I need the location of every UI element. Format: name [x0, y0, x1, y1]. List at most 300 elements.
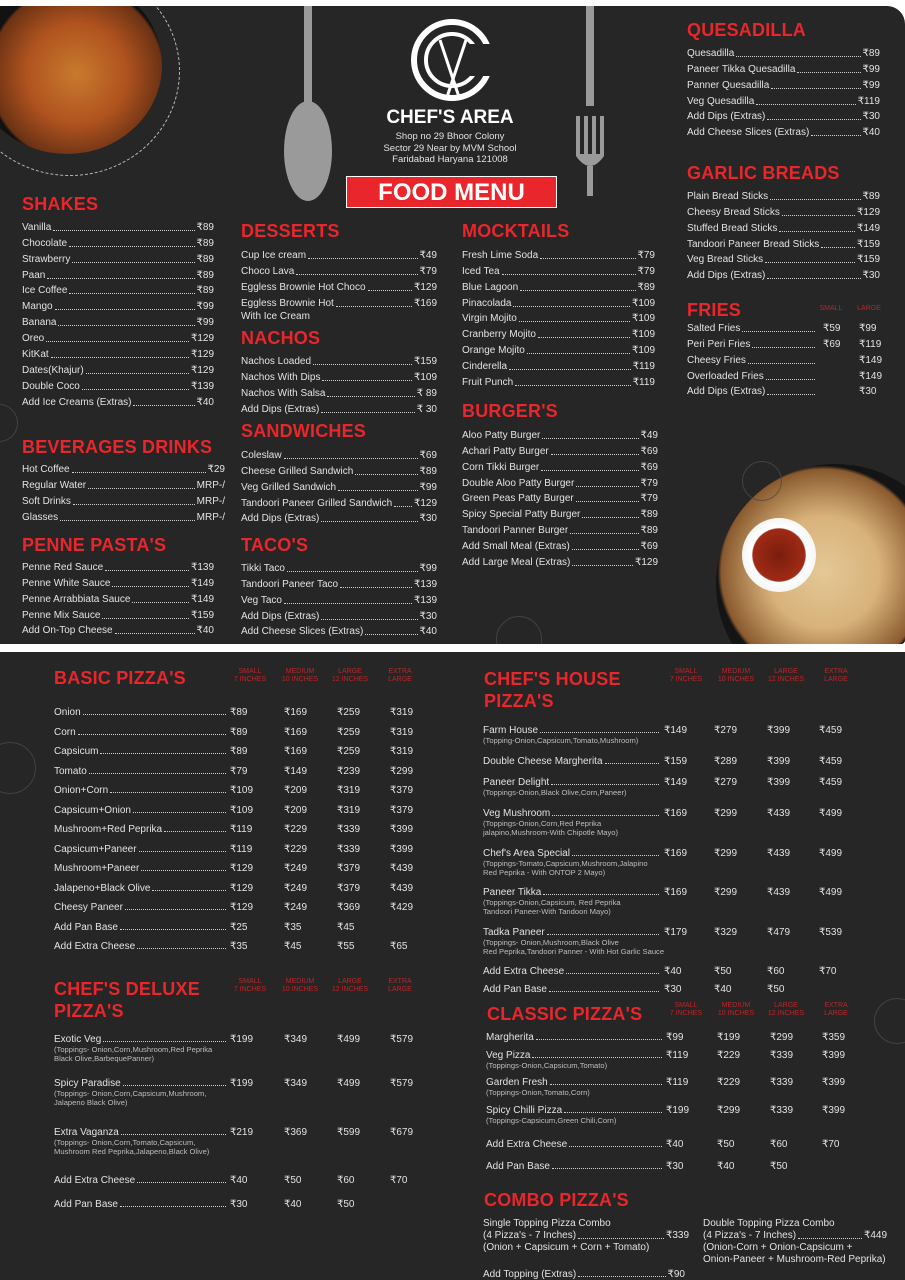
- pizza-price: ₹399: [390, 843, 414, 855]
- menu-item: [687, 266, 880, 282]
- pizza-price: ₹229: [284, 843, 308, 855]
- pizza-name: Onion: [54, 707, 81, 718]
- size-label: SMALL: [238, 668, 262, 675]
- pizza-name: Margherita: [486, 1032, 534, 1043]
- pizza-price: ₹339: [337, 824, 361, 835]
- leader-dots: [513, 306, 629, 307]
- size-label: EXTRA: [388, 978, 412, 985]
- pizza-price: ₹439: [767, 848, 791, 859]
- item-price: ₹149: [190, 593, 214, 605]
- item-price: ₹40: [196, 396, 214, 408]
- leader-dots: [576, 486, 638, 487]
- menu-item: [22, 266, 214, 282]
- menu-item: [241, 384, 437, 400]
- pizza-price: ₹30: [230, 1199, 248, 1210]
- menu-item: [22, 460, 225, 476]
- pizza-row: [54, 727, 424, 738]
- item-price: ₹30: [862, 270, 880, 282]
- item-price: ₹109: [631, 329, 655, 341]
- item-price: ₹89: [196, 237, 214, 249]
- leader-dots: [296, 274, 417, 275]
- menu-item: [22, 297, 214, 313]
- pizza-row: [54, 707, 424, 718]
- leader-dots: [58, 325, 194, 326]
- fries-list: [687, 319, 883, 398]
- pizza-row: [483, 725, 863, 745]
- leader-dots: [771, 88, 860, 89]
- menu-item: [241, 462, 437, 478]
- size-inches: 12 INCHES: [767, 676, 805, 683]
- menu-item: [462, 341, 655, 357]
- item-price: ₹139: [413, 578, 437, 590]
- leader-dots: [572, 855, 659, 856]
- pizza-row: [483, 777, 863, 797]
- item-price: ₹129: [190, 364, 214, 376]
- pizza-price: ₹459: [819, 777, 843, 788]
- size-header: [278, 668, 322, 684]
- menu-item: [241, 262, 437, 278]
- leader-dots: [139, 851, 226, 852]
- toppings-note: jalapino,Mushroom-With Chipotle Mayo): [483, 828, 619, 837]
- pizza-price: ₹60: [770, 1139, 788, 1150]
- leader-dots: [88, 488, 195, 489]
- size-inches: 12 INCHES: [331, 676, 369, 683]
- pizza-name: Veg Mushroom: [483, 808, 551, 819]
- deluxe-pizza-title: CHEF'S DELUXE PIZZA'S: [54, 979, 200, 1021]
- leader-dots: [770, 199, 860, 200]
- leader-dots: [72, 472, 206, 473]
- pizza-price: ₹399: [390, 824, 414, 835]
- pizza-row: [54, 941, 424, 952]
- pizza-name: Capsicum+Onion: [54, 804, 131, 816]
- toppings-note: (Toppings- Onion,Corn,Tomato,Capsicum,: [54, 1138, 196, 1147]
- size-header: [714, 1002, 758, 1018]
- size-inches: 12 INCHES: [331, 986, 369, 993]
- leader-dots: [752, 347, 815, 348]
- size-header: [664, 1002, 708, 1018]
- item-price: ₹ 30: [416, 403, 437, 415]
- menu-item: [22, 234, 214, 250]
- menu-item: [462, 246, 655, 262]
- menu-item: [22, 558, 214, 574]
- price-large: ₹99: [859, 322, 877, 334]
- leader-dots: [572, 549, 639, 550]
- item-name: Veg Quesadilla: [687, 95, 755, 107]
- menu-item: [22, 313, 214, 329]
- item-price: ₹119: [632, 377, 655, 389]
- leader-dots: [821, 247, 855, 248]
- leader-dots: [321, 619, 417, 620]
- item-name: Eggless Brownie Hot Choco: [241, 281, 366, 293]
- pizza-price: ₹339: [337, 843, 361, 855]
- pizza-price: ₹89: [230, 726, 248, 738]
- pizza-price: ₹299: [714, 848, 738, 859]
- pizza-price: ₹35: [284, 921, 302, 933]
- leader-dots: [520, 290, 635, 291]
- item-name: Double Coco: [22, 380, 80, 392]
- size-header: [278, 978, 322, 994]
- size-header: [378, 668, 422, 684]
- size-inches: 10 INCHES: [281, 986, 319, 993]
- menu-item: [241, 446, 437, 462]
- item-name: Choco Lava: [241, 265, 295, 277]
- leader-dots: [123, 1085, 226, 1086]
- item-price: ₹159: [413, 355, 437, 367]
- item-price: MRP-/: [196, 495, 225, 507]
- leader-dots: [540, 258, 635, 259]
- leader-dots: [566, 973, 659, 974]
- size-inches: 7 INCHES: [233, 986, 267, 993]
- pizza-row: [483, 966, 863, 977]
- leader-dots: [69, 293, 194, 294]
- lime-doodle: [496, 616, 542, 644]
- pizza-row: [486, 1050, 866, 1070]
- menu-item: [687, 76, 880, 92]
- pizza-price: ₹79: [230, 765, 248, 777]
- item-price: ₹40: [419, 626, 437, 638]
- pizza-name: Exotic Veg: [54, 1034, 102, 1045]
- pizza-price: ₹30: [664, 984, 682, 995]
- leader-dots: [141, 870, 226, 871]
- item-name: Achari Patty Burger: [462, 445, 549, 457]
- leader-dots: [564, 1112, 662, 1113]
- item-price: ₹169: [413, 297, 437, 309]
- size-label: EXTRA: [388, 668, 412, 675]
- leader-dots: [765, 262, 855, 263]
- menu-item: [462, 426, 658, 442]
- pizza-price: ₹229: [717, 1050, 741, 1061]
- size-inches: 10 INCHES: [281, 676, 319, 683]
- toppings-note: (Toppings-Onion,Capsicum,Tomato): [486, 1061, 608, 1070]
- burgers-list: [462, 426, 658, 569]
- pizza-price: ₹199: [666, 1105, 690, 1116]
- pizza-name: Capsicum+Paneer: [54, 843, 137, 855]
- pizza-name: Add Pan Base: [483, 984, 547, 995]
- pizza-price: ₹329: [714, 927, 738, 938]
- size-inches: LARGE: [824, 676, 848, 683]
- pizza-name: Veg Pizza: [486, 1050, 531, 1061]
- item-name: Cup Ice cream: [241, 249, 307, 261]
- item-name: Strawberry: [22, 253, 71, 265]
- item-name: Virgin Mojito: [462, 313, 517, 325]
- leader-dots: [125, 909, 226, 910]
- toppings-note: (Toppings-Capsicum,Green Chili,Corn): [486, 1116, 617, 1125]
- pizza-price: ₹149: [284, 765, 308, 777]
- item-name: Tandoori Panner Burger: [462, 525, 569, 537]
- item-price: ₹109: [631, 297, 655, 309]
- menu-item: [22, 476, 225, 492]
- pizza-price: ₹459: [819, 725, 843, 736]
- item-price: ₹119: [857, 95, 880, 107]
- pizza-name: Extra Vaganza: [54, 1127, 119, 1138]
- menu-item: [462, 553, 658, 569]
- pizza-name: Add Extra Cheese: [54, 1175, 136, 1186]
- combo-extra: Add Topping (Extras) ₹90: [483, 1269, 685, 1280]
- pizza-price: ₹319: [337, 804, 361, 816]
- pizza-price: ₹439: [767, 887, 791, 898]
- pizza-row: [483, 756, 863, 767]
- menu-item: [687, 203, 880, 219]
- item-name: Veg Bread Sticks: [687, 254, 764, 266]
- leader-dots: [767, 394, 815, 395]
- size-header: [328, 668, 372, 684]
- item-price: ₹89: [637, 281, 655, 293]
- combo-single: Single Topping Pizza Combo (4 Pizza's - 7 Inches) ₹339 (Onion + Capsicum + Corn + Tomato): [483, 1218, 689, 1253]
- shakes-list: [22, 218, 214, 409]
- pizza-price: ₹459: [819, 756, 843, 767]
- item-name: Add Dips (Extras): [687, 270, 766, 282]
- item-name: Stuffed Bread Sticks: [687, 222, 778, 234]
- menu-item: [241, 246, 437, 262]
- item-name: Soft Drinks: [22, 495, 71, 507]
- menu-item: [241, 591, 437, 607]
- tacos-title: TACO'S: [241, 535, 309, 555]
- leader-dots: [100, 753, 226, 754]
- menu-item: [462, 442, 658, 458]
- pizza-price: ₹679: [390, 1127, 414, 1138]
- item-name: Pinacolada: [462, 297, 512, 309]
- leader-dots: [536, 1039, 662, 1040]
- menu-item: [462, 474, 658, 490]
- leader-dots: [742, 331, 815, 332]
- leader-dots: [73, 504, 195, 505]
- leader-dots: [540, 732, 659, 733]
- leader-dots: [133, 812, 226, 813]
- item-price: ₹89: [196, 253, 214, 265]
- pizza-price: ₹99: [666, 1032, 684, 1043]
- pizza-row: [483, 887, 863, 916]
- size-inches: LARGE: [388, 676, 412, 683]
- pizza-price: ₹149: [664, 777, 688, 788]
- pizza-price: ₹399: [822, 1050, 846, 1061]
- pizza-price: ₹50: [714, 966, 732, 977]
- pizza-price: ₹109: [230, 785, 254, 796]
- toppings-note: (Toppings-Onion,Capsicum, Red Peprika: [483, 898, 621, 907]
- item-price: ₹30: [419, 610, 437, 622]
- leader-dots: [797, 72, 860, 73]
- pizza-name: Add Pan Base: [486, 1161, 550, 1172]
- leader-dots: [86, 373, 189, 374]
- leader-dots: [112, 586, 189, 587]
- leader-dots: [115, 633, 195, 634]
- item-name: Paneer Tikka Quesadilla: [687, 63, 796, 75]
- leader-dots: [110, 792, 226, 793]
- item-name: Regular Water: [22, 479, 87, 491]
- menu-item: [687, 335, 880, 351]
- leader-dots: [576, 501, 639, 502]
- pizza-row: [483, 808, 863, 837]
- pizza-name: Mushroom+Paneer: [54, 863, 140, 874]
- item-price: ₹79: [637, 249, 655, 261]
- food-menu-banner: FOOD MENU: [346, 176, 557, 208]
- item-name: Nachos With Dips: [241, 371, 321, 383]
- spoon-icon: [280, 6, 336, 206]
- pizza-name: Add Pan Base: [54, 921, 118, 933]
- pizza-price: ₹25: [230, 921, 248, 933]
- pizza-price: ₹50: [717, 1139, 735, 1150]
- pizza-name: Spicy Chilli Pizza: [486, 1105, 563, 1116]
- size-label: SMALL: [238, 978, 262, 985]
- menu-item: [687, 219, 880, 235]
- menu-item: [22, 377, 214, 393]
- pizza-row: [54, 1127, 424, 1156]
- brand-address: Shop no 29 Bhoor Colony Sector 29 Near by MVM School Faridabad Haryana 121008: [383, 131, 517, 165]
- pizza-row: [54, 883, 424, 894]
- leader-dots: [502, 274, 636, 275]
- quesadilla-list: [687, 44, 880, 139]
- leader-dots: [47, 278, 194, 279]
- menu-item: [241, 478, 437, 494]
- pizza-price: ₹89: [230, 707, 248, 718]
- pizza-price: ₹109: [230, 804, 254, 816]
- item-name: Add Cheese Slices (Extras): [241, 626, 364, 638]
- pizza-name: Paneer Delight: [483, 777, 550, 788]
- salsa-bowl: [742, 518, 816, 592]
- leader-dots: [308, 258, 417, 259]
- size-header: [814, 668, 858, 684]
- leader-dots: [572, 565, 633, 566]
- leader-dots: [338, 490, 417, 491]
- item-name: Cranberry Mojito: [462, 329, 536, 341]
- size-header: [228, 668, 272, 684]
- size-inches: 7 INCHES: [233, 676, 267, 683]
- item-name: Add Ice Creams (Extras): [22, 396, 132, 408]
- basic-pizza-title: BASIC PIZZA'S: [54, 668, 186, 688]
- price-large: ₹30: [859, 386, 877, 398]
- item-name: Penne Arrabbiata Sauce: [22, 593, 131, 605]
- pizza-name: Tadka Paneer: [483, 927, 545, 938]
- item-price: ₹69: [419, 449, 437, 461]
- menu-item: [687, 235, 880, 251]
- leader-dots: [368, 290, 412, 291]
- pizza-price: ₹229: [284, 824, 308, 835]
- penne-list: [22, 558, 214, 637]
- item-name: Add Dips (Extras): [241, 403, 320, 415]
- leader-dots: [549, 991, 659, 992]
- pizza-price: ₹40: [714, 984, 732, 995]
- item-name: Add Dips (Extras): [687, 386, 766, 398]
- pizza-name: Capsicum: [54, 746, 99, 757]
- item-name: Glasses: [22, 511, 59, 523]
- menu-item: [22, 329, 214, 345]
- leader-dots: [284, 458, 418, 459]
- size-inches: 7 INCHES: [669, 676, 703, 683]
- leader-dots: [137, 948, 226, 949]
- pizza-price: ₹299: [714, 808, 738, 819]
- toppings-note: (Toppings-Onion,Black Olive,Corn,Paneer): [483, 788, 627, 797]
- leader-dots: [527, 353, 630, 354]
- leader-dots: [137, 1182, 226, 1183]
- brand-name: CHEF'S AREA: [386, 107, 514, 128]
- leader-dots: [60, 520, 195, 521]
- pizza-price: ₹199: [717, 1032, 741, 1043]
- pizza-price: ₹599: [337, 1127, 361, 1138]
- pizza-row: [54, 844, 424, 855]
- pizza-price: ₹259: [337, 746, 361, 757]
- pizza-price: ₹60: [767, 966, 785, 977]
- size-header: [328, 978, 372, 994]
- pizza-price: ₹169: [284, 746, 308, 757]
- pizza-name: Add Extra Cheese: [486, 1139, 568, 1150]
- item-price: ₹89: [862, 47, 880, 59]
- menu-item: [241, 294, 437, 310]
- item-name: Eggless Brownie Hot: [241, 297, 334, 309]
- pizza-price: ₹40: [666, 1139, 684, 1150]
- leader-dots: [767, 119, 860, 120]
- item-name: Add Cheese Slices (Extras): [687, 127, 810, 139]
- price-small: ₹69: [823, 338, 841, 350]
- item-price: ₹159: [190, 609, 214, 621]
- item-name: Salted Fries: [687, 322, 741, 334]
- pizza-price: ₹259: [337, 707, 361, 718]
- pizza-price: ₹70: [819, 966, 837, 977]
- pizza-price: ₹45: [284, 941, 302, 952]
- item-price: ₹99: [862, 79, 880, 91]
- toppings-note: (Toppings- Onion,Mushroom,Black Olive: [483, 938, 619, 947]
- leader-dots: [756, 104, 855, 105]
- pizza-row: [486, 1077, 866, 1097]
- item-name: Hot Coffee: [22, 463, 70, 475]
- pizza-price: ₹249: [284, 882, 308, 894]
- size-inches: 12 INCHES: [767, 1010, 805, 1017]
- pizza-price: ₹30: [666, 1161, 684, 1172]
- menu-item: [687, 383, 880, 399]
- item-price: ₹129: [190, 333, 214, 345]
- size-label: LARGE: [338, 978, 362, 985]
- menu-item: [241, 607, 437, 623]
- leader-dots: [811, 135, 860, 136]
- fries-title: FRIES: [687, 300, 742, 320]
- menu-item: [241, 623, 437, 639]
- pizza-price: ₹119: [666, 1050, 689, 1061]
- item-price: ₹99: [419, 481, 437, 493]
- leader-dots: [766, 379, 815, 380]
- size-header: [764, 668, 808, 684]
- pizza-price: ₹199: [230, 1078, 254, 1089]
- size-label: MEDIUM: [285, 978, 315, 985]
- garlic-list: [687, 187, 880, 282]
- pizza-row: [54, 746, 424, 757]
- item-price: ₹29: [207, 463, 225, 475]
- quesadilla-title: QUESADILLA: [687, 20, 806, 40]
- pizza-price: ₹219: [230, 1127, 254, 1138]
- pizza-row: [54, 922, 424, 933]
- pizza-row: [483, 848, 863, 877]
- pizza-price: ₹149: [664, 725, 688, 736]
- size-label: SMALL: [674, 668, 698, 675]
- item-name: KitKat: [22, 349, 49, 361]
- pizza-row: [54, 824, 424, 835]
- leader-dots: [550, 1084, 662, 1085]
- menu-item: [687, 319, 880, 335]
- pizza-row: [483, 984, 863, 995]
- leader-dots: [541, 470, 638, 471]
- pizza-name: Double Cheese Margherita: [483, 756, 603, 767]
- classic-pizza-title: CLASSIC PIZZA'S: [487, 1004, 643, 1024]
- pizza-price: ₹169: [664, 887, 688, 898]
- menu-item: [462, 521, 658, 537]
- leader-dots: [782, 215, 855, 216]
- menu-item: [241, 352, 437, 368]
- size-label: SMALL: [674, 1002, 698, 1009]
- item-price: ₹129: [190, 349, 214, 361]
- size-label: EXTRA: [824, 1002, 848, 1009]
- item-name: Green Peas Patty Burger: [462, 493, 574, 505]
- size-label: LARGE: [774, 668, 798, 675]
- item-price: ₹79: [640, 477, 658, 489]
- desserts-title: DESSERTS: [241, 221, 340, 241]
- pizza-name: Mushroom+Red Peprika: [54, 824, 163, 835]
